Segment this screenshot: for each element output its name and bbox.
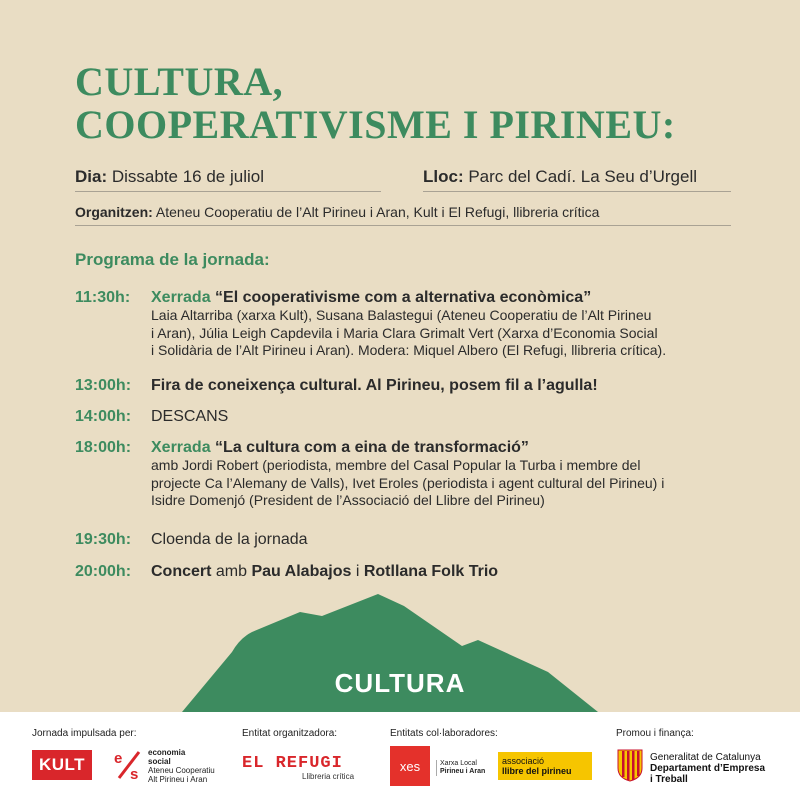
footer-label-organitzadora: Entitat organitzadora: — [242, 728, 338, 739]
concert-label: Concert — [151, 563, 212, 580]
assoc-line: llibre del pirineu — [502, 766, 572, 776]
el-refugi-logo: EL REFUGI — [242, 754, 343, 773]
es-line: Alt Pirineu i Aran — [148, 775, 208, 784]
footer-label-promou: Promou i finança: — [616, 728, 694, 739]
program-time: 18:00h: — [75, 439, 132, 456]
program-time: 19:30h: — [75, 531, 132, 548]
kult-logo: KULT — [32, 750, 92, 780]
program-title: Programa de la jornada: — [75, 250, 270, 269]
svg-text:e: e — [114, 750, 123, 767]
economia-social-logo-text — [148, 748, 215, 784]
title-line-1: CULTURA, — [75, 59, 284, 104]
xes-logo-text — [436, 760, 485, 776]
mountain-label: CULTURA — [334, 668, 466, 698]
gen-line: i Treball — [650, 774, 688, 785]
place-value: Parc del Cadí. La Seu d’Urgell — [468, 167, 698, 186]
program-talk-title: “La cultura com a eina de transformació” — [215, 439, 529, 456]
place-label: Lloc: — [423, 167, 464, 186]
es-line: Ateneu Cooperatiu — [148, 766, 215, 775]
program-time: 20:00h: — [75, 563, 132, 580]
economia-social-logo-icon — [112, 748, 146, 782]
title-line-2: COOPERATIVISME I PIRINEU: — [75, 102, 676, 147]
program-keyword: Xerrada — [151, 439, 211, 456]
description-line: i Aran), Júlia Leigh Capdevila i Maria Clara Grimalt Vert (Xarxa d’Economia Social — [151, 324, 658, 341]
description-line: i Solidària de l’Alt Pirineu i Aran). Modera: Miquel Albero (El Refugi, llibreria crítica). — [151, 342, 667, 358]
concert-artist-2: Rotllana Folk Trio — [363, 563, 499, 580]
xes-logo-icon — [390, 746, 430, 786]
program-event-text: Cloenda de la jornada — [151, 531, 308, 548]
date-value: Dissabte 16 de juliol — [111, 167, 265, 186]
program-time: 11:30h: — [75, 289, 131, 306]
program-time: 13:00h: — [75, 377, 132, 394]
el-refugi-subtitle: Llibreria crítica — [302, 772, 355, 781]
program-keyword: Xerrada — [151, 289, 211, 306]
description-line: Isidre Domenjó (President de l’Associació del Llibre del Pirineu) — [151, 492, 545, 508]
es-line: social — [148, 757, 171, 766]
svg-text:s: s — [130, 766, 139, 782]
program-time: 14:00h: — [75, 408, 132, 425]
es-line: economia — [148, 748, 186, 757]
concert-amb: amb — [215, 563, 248, 580]
generalitat-flag-icon — [616, 748, 644, 782]
description-line: projecte Ca l’Alemany de Valls), Ivet Eroles (periodista i agent cultural del Pirineu) i — [151, 474, 665, 491]
assoc-line: associació — [502, 756, 545, 766]
associacio-llibre-pirineu-logo — [498, 752, 592, 780]
description-line: Laia Altarriba (xarxa Kult), Susana Balastegui (Ateneu Cooperatiu de l’Alt Pirineu — [151, 307, 652, 323]
concert-and: i — [355, 563, 360, 580]
date-label: Dia: — [75, 167, 108, 186]
xes-line: Pirineu i Aran — [440, 768, 486, 775]
program-event-title: Fira de coneixença cultural. Al Pirineu, posem fil a l’agulla! — [151, 377, 598, 394]
footer-label-impulsada: Jornada impulsada per: — [32, 728, 137, 739]
gen-line: Departament d’Empresa — [650, 763, 766, 774]
organizers-label: Organitzen: — [75, 204, 153, 220]
concert-artist-1: Pau Alabajos — [251, 563, 352, 580]
xes-line: Xarxa Local — [440, 760, 477, 767]
generalitat-logo-text — [650, 752, 765, 785]
xes-mark-text: xes — [399, 759, 421, 774]
program-event-text: DESCANS — [151, 408, 229, 425]
program-talk-title: “El cooperativisme com a alternativa econòmica” — [215, 289, 592, 306]
gen-line: Generalitat de Catalunya — [650, 752, 761, 763]
description-line: amb Jordi Robert (periodista, membre del Casal Popular la Turba i membre del — [151, 457, 641, 473]
organizers-value: Ateneu Cooperatiu de l’Alt Pirineu i Aran, Kult i El Refugi, llibreria crítica — [155, 204, 600, 220]
footer-label-collaboradores: Entitats col·laboradores: — [390, 728, 498, 739]
